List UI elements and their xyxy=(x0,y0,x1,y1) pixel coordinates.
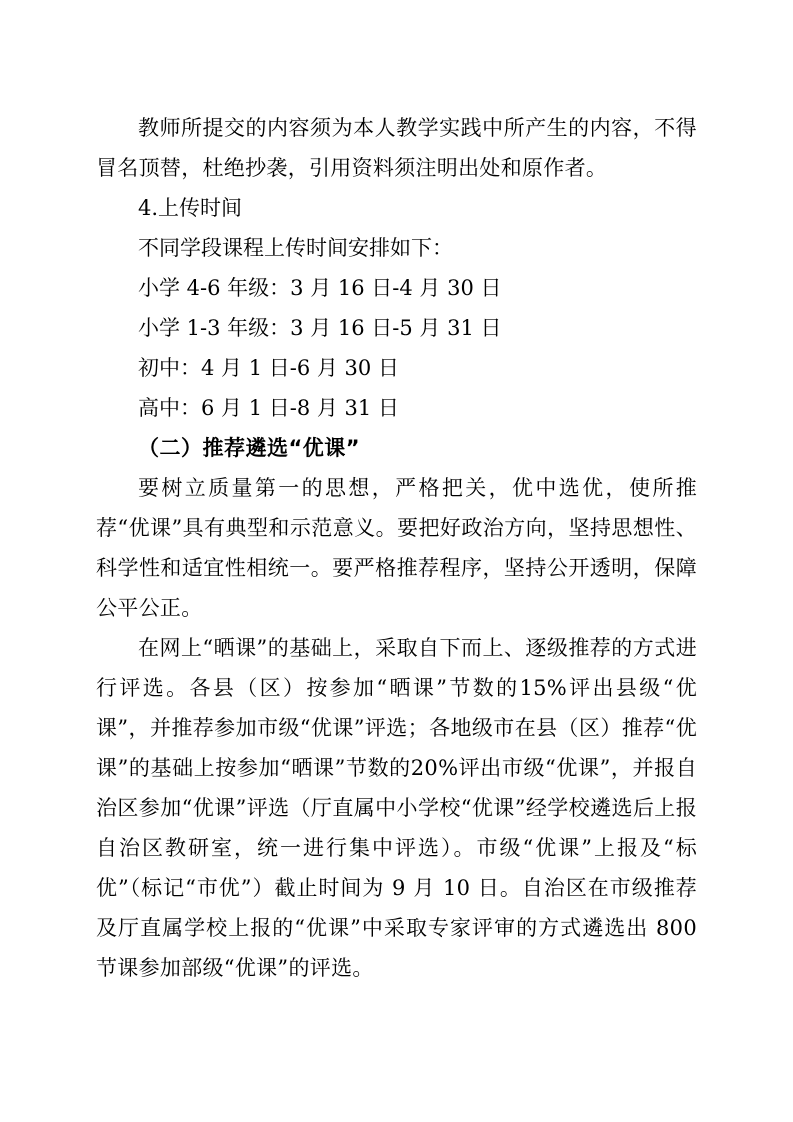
list-item-senior-high: 高中：6 月 1 日-8 月 31 日 xyxy=(138,396,399,420)
paragraph-selection-process: 在网上“晒课”的基础上，采取自下而上、逐级推荐的方式进行评选。各县（区）按参加“晒课”节数的15%评出县级“优课”，并推荐参加市级“优课”评选；各地级市在县（区）推荐“优课”的基础上按参加“晒课”节数的20%评出市级“优课”，并报自治区参加“优课”评选（厅直属中小学校“优课”经学校遴选后上报自治区教研室，统一进行集中评选）。市级“优课”上报及“标优”（标记“市优”）截止时间为 9 月 10 日。自治区在市级推荐及厅直属学校上报的“优课”中采取专家评审的方式遴选出 800 节课参加部级“优课”的评选。 xyxy=(96,636,697,980)
paragraph-upload-schedule-intro: 不同学段课程上传时间安排如下： xyxy=(138,236,453,260)
list-item-primary-1-3: 小学 1-3 年级：3 月 16 日-5 月 31 日 xyxy=(138,316,502,340)
paragraph-submission-requirements: 教师所提交的内容须为本人教学实践中所产生的内容，不得冒名顶替，杜绝抄袭，引用资料须注明出处和原作者。 xyxy=(96,116,697,180)
subheading-upload-time: 4.上传时间 xyxy=(138,196,243,220)
paragraph-quality-principles: 要树立质量第一的思想，严格把关，优中选优，使所推荐“优课”具有典型和示范意义。要把好政治方向，坚持思想性、科学性和适宜性相统一。要严格推荐程序，坚持公开透明，保障公平公正。 xyxy=(96,476,697,620)
document-body xyxy=(96,108,697,988)
section-heading-recommend-select: （二）推荐遴选“优课” xyxy=(138,436,361,460)
list-item-junior-high: 初中：4 月 1 日-6 月 30 日 xyxy=(138,356,399,380)
list-item-primary-4-6: 小学 4-6 年级：3 月 16 日-4 月 30 日 xyxy=(138,276,502,300)
